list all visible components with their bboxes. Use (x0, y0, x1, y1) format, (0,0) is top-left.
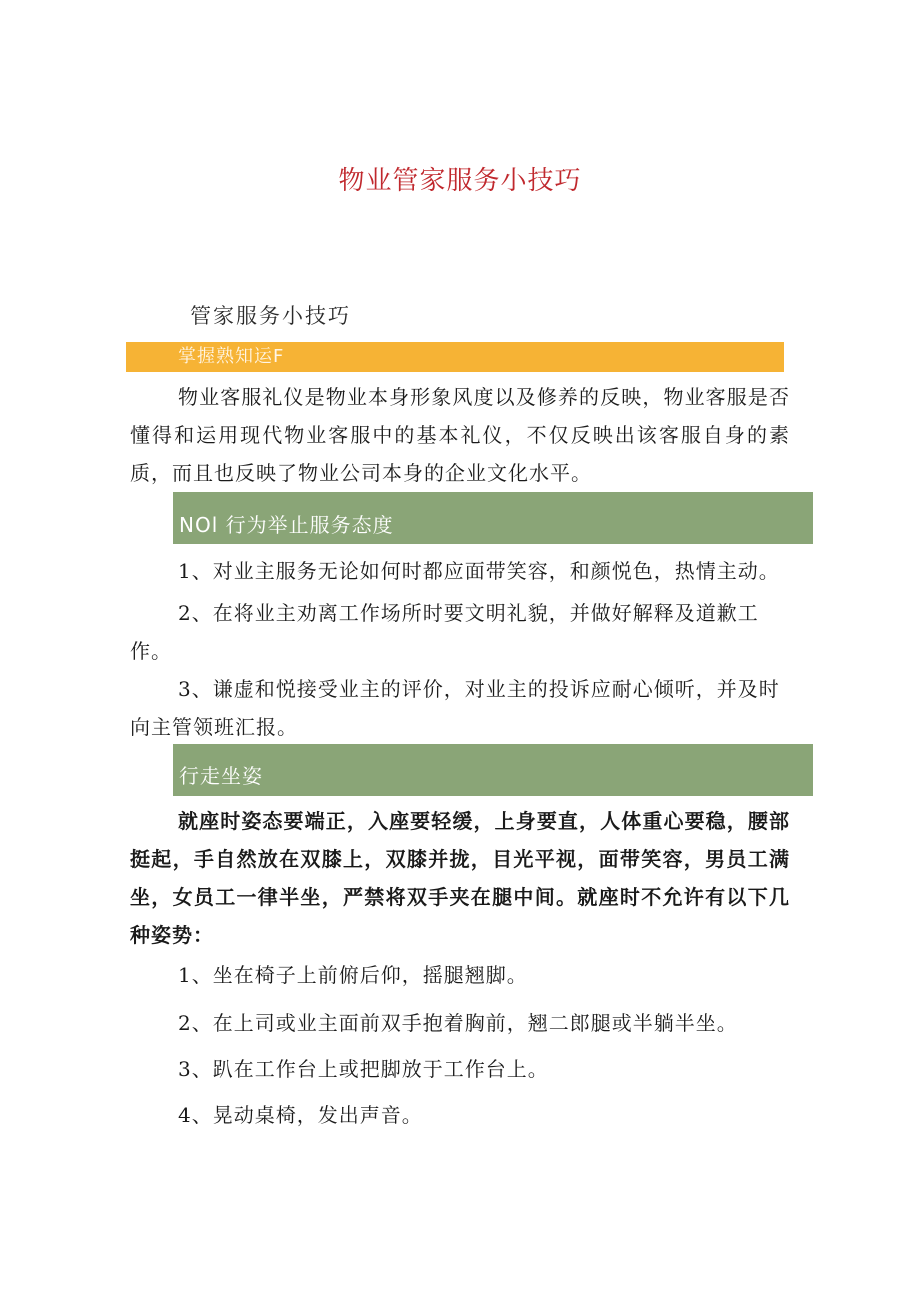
intro-paragraph: 物业客服礼仪是物业本身形象风度以及修养的反映，物业客服是否懂得和运用现代物业客服中的基本礼仪，不仅反映出该客服自身的素质，而且也反映了物业公司本身的企业文化水平。 (130, 385, 790, 485)
posture-paragraph: 就座时姿态要端正，入座要轻缓，上身要直，人体重心要稳，腰部挺起，手自然放在双膝上，双膝并拢，目光平视，面带笑容，男员工满坐，女员工一律半坐，严禁将双手夹在腿中间。就座时不允许有以下几种姿势： (130, 809, 790, 947)
section-heading-behavior: NOl 行为举止服务态度 (173, 492, 813, 544)
list-item: 1、对业主服务无论如何时都应面带笑容，和颜悦色，热情主动。 (178, 559, 780, 583)
subtitle: 管家服务小技巧 (190, 304, 351, 328)
section-heading-posture: 行走坐姿 (173, 744, 813, 796)
list-item: 3、趴在工作台上或把脚放于工作台上。 (178, 1057, 549, 1081)
highlight-bar: 掌握熟知运F (126, 342, 784, 372)
list-item: 2、在上司或业主面前双手抱着胸前，翘二郎腿或半躺半坐。 (178, 1011, 738, 1035)
list-item: 1、坐在椅子上前俯后仰，摇腿翘脚。 (178, 963, 528, 987)
list-item: 3、谦虚和悦接受业主的评价，对业主的投诉应耐心倾听，并及时向主管领班汇报。 (130, 677, 780, 739)
list-item: 4、晃动桌椅，发出声音。 (178, 1103, 423, 1127)
list-item: 2、在将业主劝离工作场所时要文明礼貌，并做好解释及道歉工作。 (130, 601, 759, 663)
page-title: 物业管家服务小技巧 (338, 166, 582, 196)
